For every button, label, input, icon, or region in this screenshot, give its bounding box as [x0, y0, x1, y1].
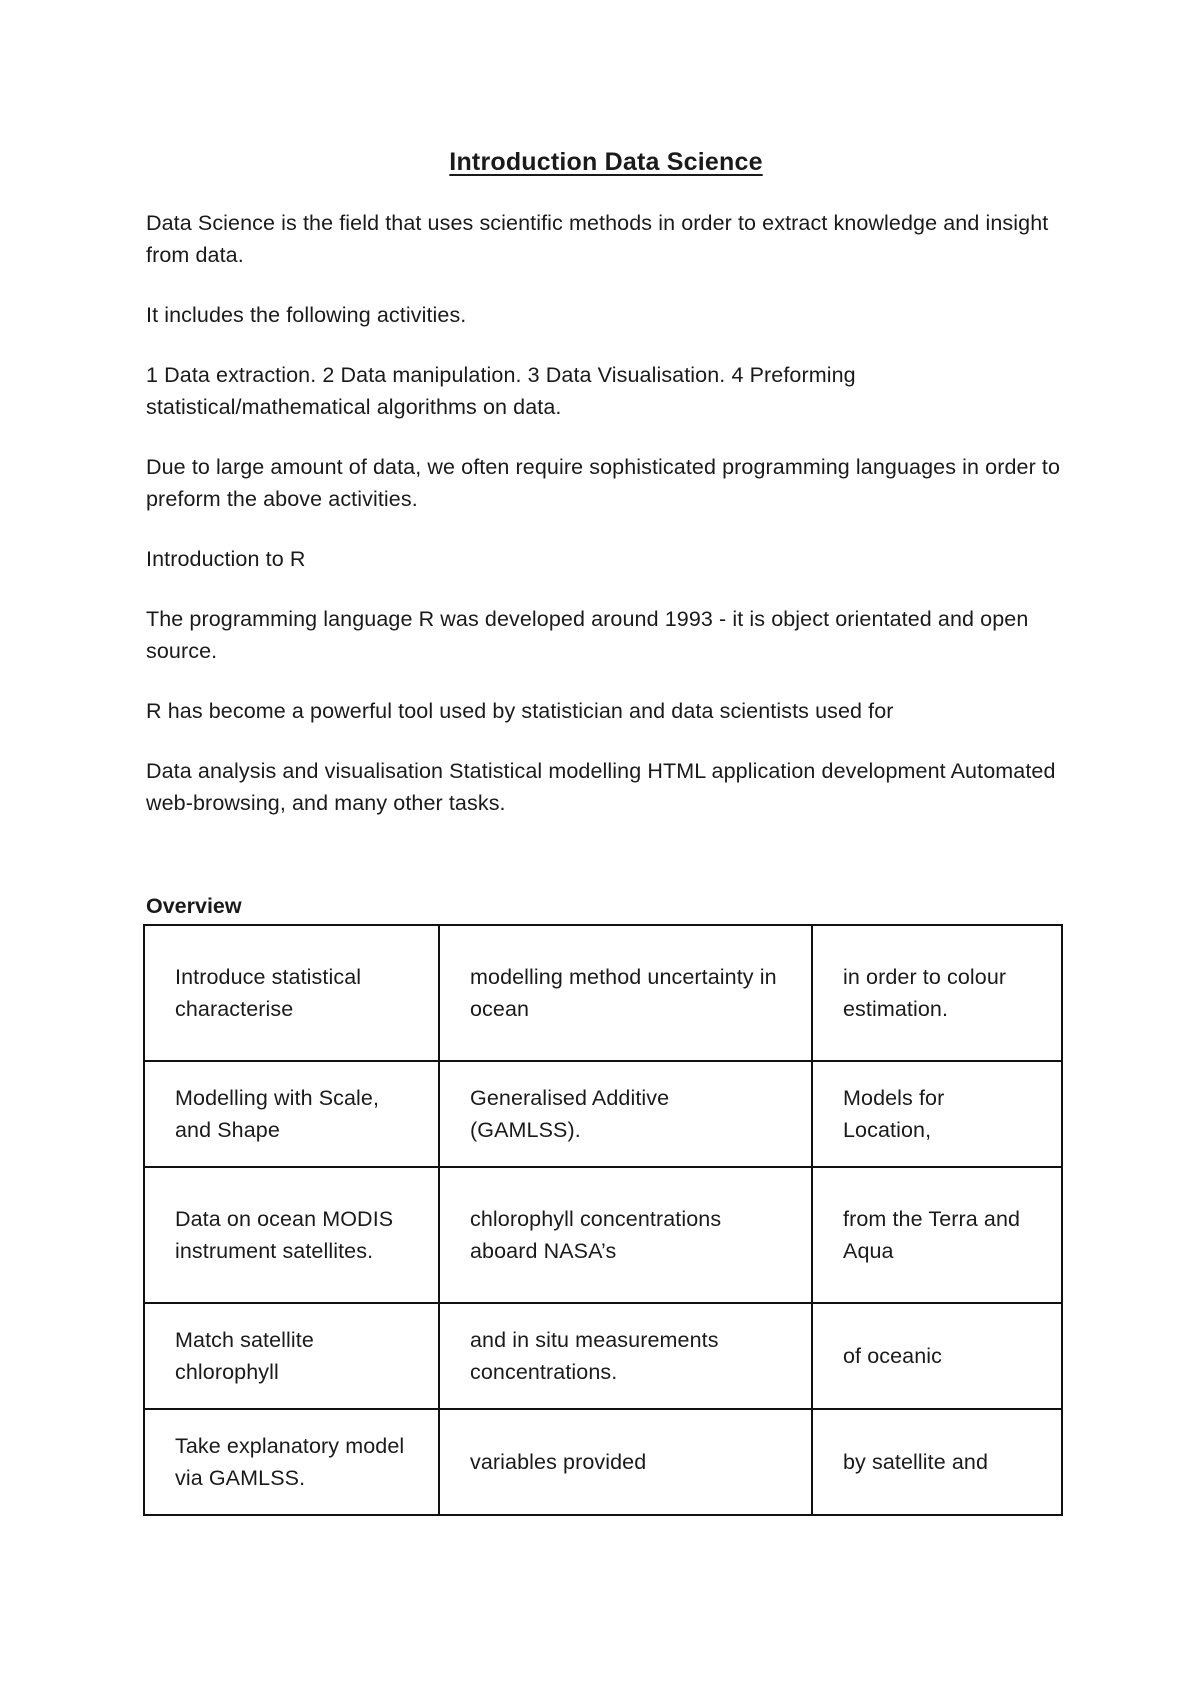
paragraph-programming-need: Due to large amount of data, we often require sophisticated programming languages in order to preform the above activities.: [146, 455, 1061, 511]
paragraph-r-uses-intro: R has become a powerful tool used by statistician and data scientists used for: [146, 699, 894, 723]
paragraph-activities-intro: It includes the following activities.: [146, 303, 467, 327]
table-cell: and in situ measurements concentrations.: [439, 1303, 812, 1409]
table-cell: Data on ocean MODIS instrument satellites.: [144, 1167, 439, 1303]
paragraph-r-heading: Introduction to R: [146, 547, 306, 571]
table-cell: of oceanic: [812, 1303, 1062, 1409]
table-cell: Models for Location,: [812, 1061, 1062, 1167]
paragraph-activities-list: 1 Data extraction. 2 Data manipulation. 3 Data Visualisation. 4 Preforming statistical/mathematical algorithms on data.: [146, 363, 856, 419]
table-row: [144, 1167, 1062, 1303]
table-cell: Introduce statistical characterise: [144, 925, 439, 1061]
overview-heading: Overview: [146, 894, 242, 918]
document-body: [146, 148, 1066, 819]
table-row: [144, 1303, 1062, 1409]
table-cell: variables provided: [439, 1409, 812, 1515]
table-row: [144, 1061, 1062, 1167]
table-cell: in order to colour estimation.: [812, 925, 1062, 1061]
table-cell: from the Terra and Aqua: [812, 1167, 1062, 1303]
table-cell: Match satellite chlorophyll: [144, 1303, 439, 1409]
table-cell: Generalised Additive (GAMLSS).: [439, 1061, 812, 1167]
paragraph-r-uses-list: Data analysis and visualisation Statistical modelling HTML application development Automated web-browsing, and many other tasks.: [146, 759, 1056, 815]
table-row: [144, 1409, 1062, 1515]
table-cell: chlorophyll concentrations aboard NASA’s: [439, 1167, 812, 1303]
table-cell: Modelling with Scale, and Shape: [144, 1061, 439, 1167]
table-cell: by satellite and: [812, 1409, 1062, 1515]
table-cell: Take explanatory model via GAMLSS.: [144, 1409, 439, 1515]
paragraph-r-history: The programming language R was developed around 1993 - it is object orientated and open source.: [146, 607, 1029, 663]
document-title: Introduction Data Science: [449, 148, 763, 176]
paragraph-definition: Data Science is the field that uses scientific methods in order to extract knowledge and insight from data.: [146, 211, 1049, 267]
table-cell: modelling method uncertainty in ocean: [439, 925, 812, 1061]
table-row: [144, 925, 1062, 1061]
overview-table: [143, 924, 1063, 1516]
